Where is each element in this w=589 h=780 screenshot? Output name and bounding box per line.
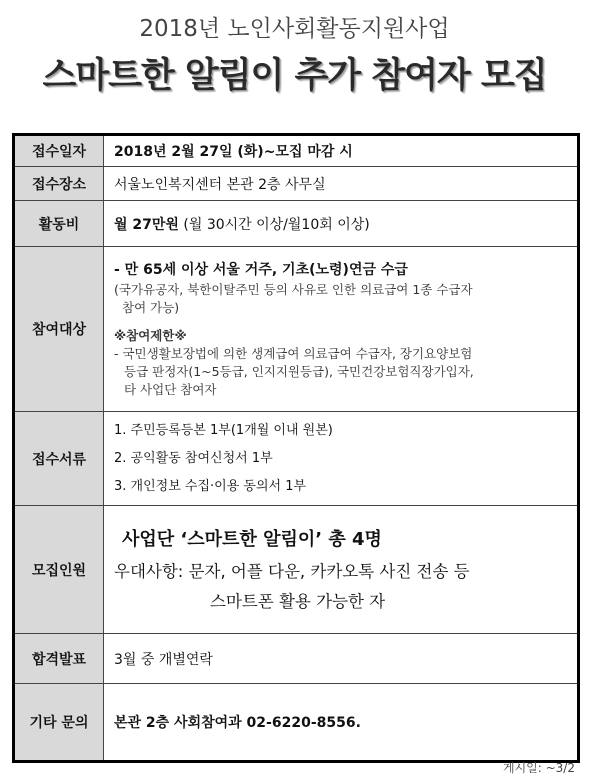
limit-line-3: 타 사업단 참여자 xyxy=(124,381,217,397)
row-date xyxy=(14,135,579,167)
posting-date: 게시일: ~3/2 xyxy=(502,761,575,775)
recruit-preference-cont: 스마트폰 활용 가능한 자 xyxy=(210,591,386,611)
recruit-count: 사업단 ‘스마트한 알림이’ 총 4명 xyxy=(122,528,382,550)
info-table xyxy=(12,133,580,763)
pay-amount: 월 27만원 xyxy=(114,216,179,233)
row-target xyxy=(14,247,579,412)
label-place: 접수장소 xyxy=(14,167,104,201)
target-note-2: 참여 가능) xyxy=(122,299,180,315)
row-announce xyxy=(14,634,579,684)
doc-item: 1. 주민등록등본 1부(1개월 이내 원본) xyxy=(114,422,333,438)
subtitle: 2018년 노인사회활동지원사업 xyxy=(139,16,450,42)
target-main: - 만 65세 이상 서울 거주, 기초(노령)연금 수급 xyxy=(114,261,408,278)
value-target xyxy=(104,247,579,412)
pay-condition: (월 30시간 이상/월10회 이상) xyxy=(178,216,370,233)
label-recruit: 모집인원 xyxy=(14,506,104,634)
label-contact: 기타 문의 xyxy=(14,684,104,762)
row-pay xyxy=(14,201,579,247)
limit-line-2: 등급 판정자(1~5등급, 인지지원등급), 국민건강보험직장가입자, xyxy=(124,363,474,379)
limit-line-1: - 국민생활보장법에 의한 생계급여 의료급여 수급자, 장기요양보험 xyxy=(114,345,473,361)
limit-title: ※참여제한※ xyxy=(114,327,187,343)
value-contact: 본관 2층 사회참여과 02-6220-8556. xyxy=(104,684,579,762)
target-note-1: (국가유공자, 북한이탈주민 등의 사유로 인한 의료급여 1종 수급자 xyxy=(114,281,473,297)
recruit-preference: 우대사항: 문자, 어플 다운, 카카오톡 사진 전송 등 xyxy=(114,561,470,581)
doc-item: 3. 개인정보 수집·이용 동의서 1부 xyxy=(114,478,307,494)
value-docs xyxy=(104,412,579,506)
value-announce: 3월 중 개별연락 xyxy=(104,634,579,684)
label-announce: 합격발표 xyxy=(14,634,104,684)
value-date: 2018년 2월 27일 (화)~모집 마감 시 xyxy=(104,135,579,167)
value-place: 서울노인복지센터 본관 2층 사무실 xyxy=(104,167,579,201)
row-docs xyxy=(14,412,579,506)
row-place xyxy=(14,167,579,201)
label-target: 참여대상 xyxy=(14,247,104,412)
page-title: 스마트한 알림이 추가 참여자 모집 xyxy=(42,56,547,96)
label-pay: 활동비 xyxy=(14,201,104,247)
label-docs: 접수서류 xyxy=(14,412,104,506)
doc-item: 2. 공익활동 참여신청서 1부 xyxy=(114,450,273,466)
label-date: 접수일자 xyxy=(14,135,104,167)
value-recruit xyxy=(104,506,579,634)
row-recruit xyxy=(14,506,579,634)
value-pay xyxy=(104,201,579,247)
row-contact xyxy=(14,684,579,762)
